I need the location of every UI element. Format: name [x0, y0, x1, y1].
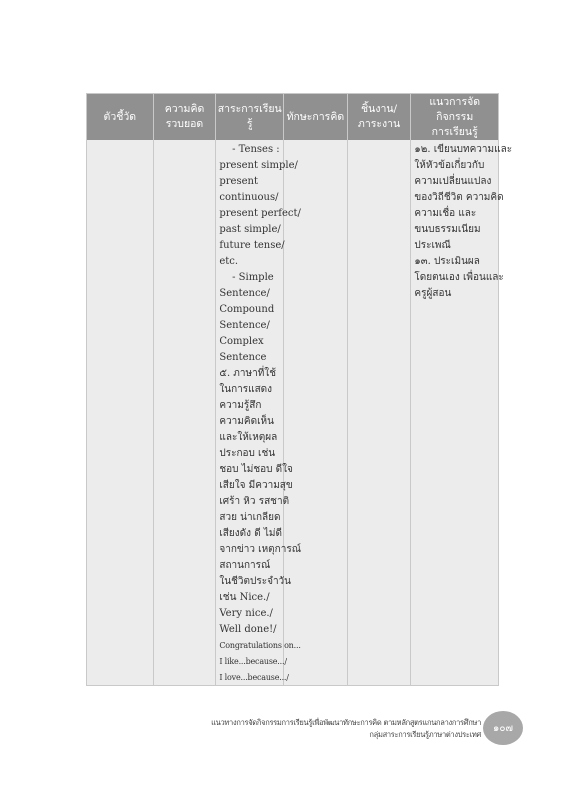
activity-line: ความเปลี่ยนแปลง	[414, 176, 492, 187]
content-line: Sentence/	[219, 288, 270, 299]
header-task: ชิ้นงาน/ ภาระงาน	[348, 94, 412, 140]
activity-line: ขนบธรรมเนียม	[414, 224, 481, 235]
content-line: I like...because.../	[219, 657, 287, 666]
header-indicator: ตัวชี้วัด	[87, 94, 154, 140]
header-learning-content: สาระการเรียนรู้	[216, 94, 284, 140]
content-line: และให้เหตุผล	[219, 432, 278, 443]
content-line: เช่น Nice./	[219, 592, 270, 603]
content-line: Sentence	[219, 352, 267, 363]
content-line: ความรู้สึก	[219, 400, 262, 411]
activity-line: ครูผู้สอน	[414, 288, 452, 299]
content-line: - Tenses :	[219, 144, 280, 155]
content-line: - Simple	[219, 272, 274, 283]
learning-content-text	[216, 140, 301, 686]
table-body-row	[87, 140, 513, 685]
indicator-cell	[87, 140, 154, 685]
header-activity-guide: แนวการจัดกิจกรรม การเรียนรู้	[429, 95, 481, 138]
content-line: present	[219, 176, 258, 187]
activity-guide-cell	[411, 140, 513, 685]
content-line: present simple/	[219, 160, 298, 171]
task-cell	[348, 140, 412, 685]
content-line: ในการแสดง	[219, 384, 273, 395]
header-concept: ความคิด รวบยอด	[154, 94, 217, 140]
activity-line: ๑๓. ประเมินผล	[414, 256, 480, 267]
footer-subtitle: กลุ่มสาระการเรียนรู้ภาษาต่างประเทศ	[369, 730, 481, 739]
footer-title: แนวทางการจัดกิจกรรมการเรียนรู้เพื่อพัฒนาทักษะการคิด ตามหลักสูตรแกนกลางการศึกษา	[211, 718, 481, 727]
content-line: จากข่าว เหตุการณ์	[219, 544, 301, 555]
content-line: สวย น่าเกลียด	[219, 512, 281, 523]
content-line: เสียใจ มีความสุข	[219, 480, 293, 491]
activity-line: ความเชื่อ และ	[414, 208, 477, 219]
content-line: ๕. ภาษาที่ใช้	[219, 368, 276, 379]
content-line: Well done!/	[219, 624, 277, 635]
thinking-skill-cell	[284, 140, 348, 685]
header-thinking-skill: ทักษะการคิด	[284, 94, 348, 140]
content-line: continuous/	[219, 192, 279, 203]
activity-line: ประเพณี	[414, 240, 451, 251]
content-line: I love...because.../	[219, 673, 289, 682]
content-line: Very nice./	[219, 608, 273, 619]
page-number-badge: ๑๐๗	[483, 711, 523, 745]
content-line: ความคิดเห็น	[219, 416, 274, 427]
curriculum-table	[86, 93, 513, 686]
content-line: ในชีวิตประจำวัน	[219, 576, 292, 587]
content-line: เสียงดัง ดี ไม่ดี	[219, 528, 282, 539]
activity-line: ๑๒. เขียนบทความและ	[414, 144, 513, 155]
content-line: present perfect/	[219, 208, 301, 219]
content-line: future tense/	[219, 240, 285, 251]
activity-guide-text	[411, 140, 513, 302]
content-line: เศร้า หิว รสชาติ	[219, 496, 290, 507]
activity-line: โดยตนเอง เพื่อนและ	[414, 272, 504, 283]
content-line: etc.	[219, 256, 239, 267]
content-line: Complex	[219, 336, 264, 347]
content-line: สถานการณ์	[219, 560, 271, 571]
activity-line: ให้หัวข้อเกี่ยวกับ	[414, 160, 485, 171]
content-line: past simple/	[219, 224, 281, 235]
content-line: Congratulations on...	[219, 641, 301, 650]
content-line: Sentence/	[219, 320, 270, 331]
activity-line: ของวิถีชีวิต ความคิด	[414, 192, 504, 203]
content-line: Compound	[219, 304, 275, 315]
content-line: ประกอบ เช่น	[219, 448, 276, 459]
concept-cell	[154, 140, 217, 685]
page-footer	[211, 717, 481, 741]
content-line: ชอบ ไม่ชอบ ดีใจ	[219, 464, 293, 475]
table-header-row	[87, 94, 498, 140]
learning-content-cell	[216, 140, 301, 685]
